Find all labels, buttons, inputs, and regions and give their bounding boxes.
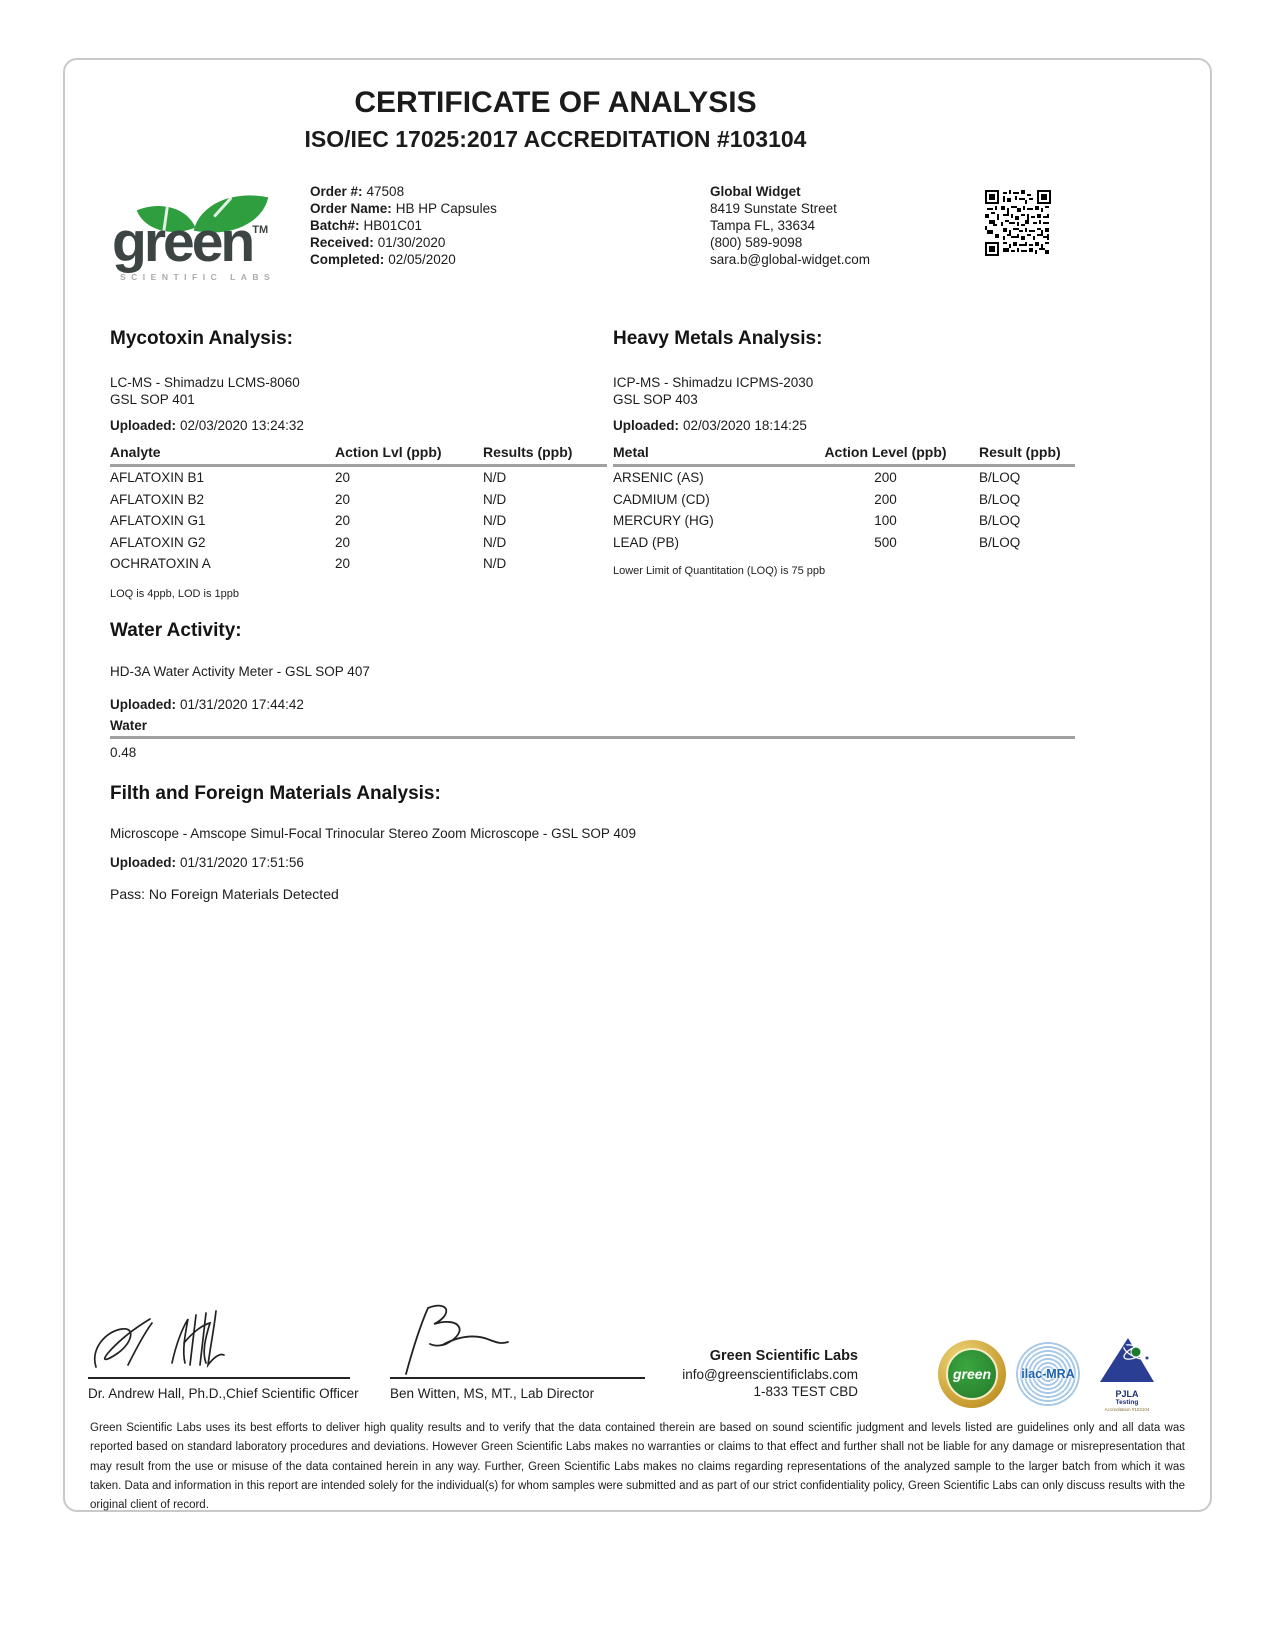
client-phone: (800) 589-9098: [710, 235, 803, 250]
heavy-metals-method: ICP-MS - Shimadzu ICPMS-2030 GSL SOP 403: [613, 375, 814, 407]
client-name: Global Widget: [710, 184, 801, 199]
pjla-label: PJLA: [1115, 1389, 1139, 1399]
table-row: OCHRATOXIN A 20 N/D: [110, 556, 507, 572]
signer-right-name: Ben Witten, MS, MT., Lab Director: [390, 1386, 595, 1401]
heavy-metals-heading: Heavy Metals Analysis:: [613, 328, 823, 349]
water-activity-value: 0.48: [110, 745, 137, 760]
signature-left: [88, 1305, 338, 1377]
heavy-metals-note: Lower Limit of Quantitation (LOQ) is 75 ppb: [613, 565, 826, 577]
table-row: AFLATOXIN G1 20 N/D: [110, 513, 507, 529]
table-row: AFLATOXIN B2 20 N/D: [110, 491, 507, 507]
ilac-mra-badge: [1016, 1342, 1080, 1406]
filth-heading: Filth and Foreign Materials Analysis:: [110, 783, 441, 804]
table-row: LEAD (PB) 500 B/LOQ: [613, 534, 1021, 550]
signature-line: [88, 1377, 350, 1379]
heavy-metals-uploaded: Uploaded: 02/03/2020 18:14:25: [613, 418, 807, 433]
mycotoxin-note: LOQ is 4ppb, LOD is 1ppb: [110, 588, 240, 600]
lab-phone: 1-833 TEST CBD: [753, 1384, 858, 1399]
filth-uploaded: Uploaded: 01/31/2020 17:51:56: [110, 855, 304, 870]
mycotoxin-uploaded: Uploaded: 02/03/2020 13:24:32: [110, 418, 304, 433]
order-name: Order Name: HB HP Capsules: [310, 201, 497, 216]
batch-number: Batch#: HB01C01: [310, 218, 423, 233]
heavy-metals-table-header: Metal Action Level (ppb) Result (ppb): [613, 444, 1075, 467]
client-address-line: 8419 Sunstate Street: [710, 201, 837, 216]
green-seal-label: green: [952, 1366, 992, 1382]
filth-method: Microscope - Amscope Simul-Focal Trinocular Stereo Zoom Microscope - GSL SOP 409: [110, 826, 636, 841]
table-row: MERCURY (HG) 100 B/LOQ: [613, 513, 1021, 529]
mycotoxin-table: [110, 444, 607, 575]
order-info: [310, 183, 497, 268]
mycotoxin-heading: Mycotoxin Analysis:: [110, 328, 294, 349]
lab-email: info@greenscientificlabs.com: [682, 1366, 858, 1382]
signer-left-name: Dr. Andrew Hall, Ph.D.,Chief Scientific Officer: [88, 1386, 359, 1401]
pjla-sub-label: Testing: [1115, 1399, 1139, 1406]
disclaimer-text: Green Scientific Labs uses its best efforts to deliver high quality results and to verify that the data contained therein are based on sound scientific judgment and levels listed are guidelines only and all data was reported based on standard laboratory procedures and deviations. However Green Scientific Labs makes no warranties or claims to that effect and further shall not be liable for any damage or misrepresentation that may result from the use or misuse of the data contained herein in any way. Further, Green Scientific Labs makes no claims regarding representations of the analyzed sample to the larger batch from which it was taken. Data and information in this report are intended solely for the individual(s) for whom samples were submitted and as part of our strict confidentiality policy, Green Scientific Labs can only discuss results with the original client of record.: [90, 1422, 1185, 1512]
mycotoxin-table-header: Analyte Action Lvl (ppb) Results (ppb): [110, 444, 607, 467]
client-address-line: Tampa FL, 33634: [710, 218, 816, 233]
water-activity-heading: Water Activity:: [110, 620, 242, 641]
qr-code: [985, 190, 1051, 256]
heavy-metals-table: [613, 444, 1075, 553]
water-activity-table: [110, 718, 1075, 760]
page-title: CERTIFICATE OF ANALYSIS: [354, 86, 757, 119]
logo-wordmark: green™: [112, 210, 269, 274]
client-info: [710, 183, 870, 268]
table-row: CADMIUM (CD) 200 B/LOQ: [613, 491, 1021, 507]
table-row: AFLATOXIN G2 20 N/D: [110, 534, 507, 550]
lab-contact: [560, 1348, 858, 1401]
water-activity-uploaded: Uploaded: 01/31/2020 17:44:42: [110, 697, 304, 712]
page-subtitle: ISO/IEC 17025:2017 ACCREDITATION #103104: [304, 126, 807, 152]
filth-result: Pass: No Foreign Materials Detected: [110, 886, 339, 902]
ilac-mra-label: ilac-MRA: [1021, 1367, 1075, 1381]
lab-name: Green Scientific Labs: [709, 1348, 858, 1364]
pjla-triangle-icon: [1098, 1336, 1156, 1384]
lab-logo: [112, 190, 317, 290]
received-date: Received: 01/30/2020: [310, 235, 446, 250]
order-number: Order #: 47508: [310, 184, 405, 199]
logo-tagline: SCIENTIFIC LABS: [120, 272, 276, 282]
table-row: ARSENIC (AS) 200 B/LOQ: [613, 470, 1021, 486]
water-activity-method: HD-3A Water Activity Meter - GSL SOP 407: [110, 664, 370, 679]
table-row: AFLATOXIN B1 20 N/D: [110, 470, 507, 486]
client-email: sara.b@global-widget.com: [710, 252, 871, 267]
pjla-badge: [1088, 1336, 1166, 1412]
green-seal-badge: [938, 1340, 1006, 1408]
signature-right: [390, 1300, 570, 1376]
trademark-symbol: TM: [252, 224, 269, 236]
completed-date: Completed: 02/05/2020: [310, 252, 456, 267]
water-column-header: Water: [110, 718, 1075, 739]
pjla-accreditation: Accreditation #103104: [1104, 1407, 1150, 1412]
mycotoxin-method: LC-MS - Shimadzu LCMS-8060 GSL SOP 401: [110, 375, 300, 407]
